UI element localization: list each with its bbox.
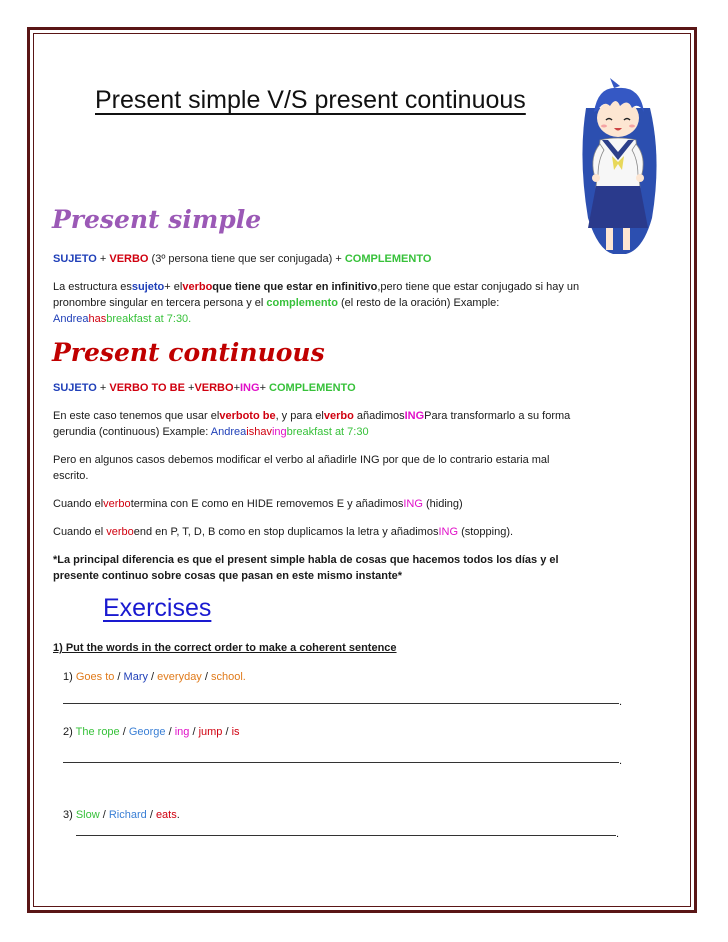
separator: /: [119, 726, 129, 738]
formula-ing: ING: [240, 382, 260, 394]
answer-line-3[interactable]: [76, 835, 616, 836]
formula-complemento: COMPLEMENTO: [269, 382, 356, 394]
present-simple-explanation-line1: [53, 279, 579, 295]
separator: /: [222, 726, 232, 738]
word-sujeto: sujeto: [131, 281, 165, 293]
text: ,pero tiene que estar conjugado si hay un: [377, 281, 580, 293]
word: jump: [198, 726, 223, 738]
separator: /: [146, 809, 156, 821]
word-verbo: verbo: [106, 526, 134, 538]
formula-plus: +: [96, 382, 110, 394]
formula-sujeto: SUJETO: [53, 253, 97, 265]
example-verb: has: [88, 313, 107, 325]
word-verbo: verbo: [103, 498, 131, 510]
separator: /: [99, 809, 109, 821]
text: pronombre singular en tercera persona y el: [53, 297, 267, 309]
word-complemento: complemento: [266, 297, 338, 309]
formula-complemento: COMPLEMENTO: [344, 253, 432, 265]
present-simple-formula: [53, 251, 431, 267]
word: The rope: [75, 726, 120, 738]
formula-plus: +: [233, 382, 240, 394]
present-continuous-formula: [53, 380, 356, 396]
text: (el resto de la oración) Example:: [337, 297, 500, 309]
example-ing: ing: [271, 426, 287, 438]
exercise-2: [63, 724, 240, 740]
answer-line-1[interactable]: [63, 703, 619, 704]
word-verbo: verbo: [323, 410, 354, 422]
separator: /: [201, 671, 211, 683]
page-title: Present simple V/S present continuous: [95, 86, 526, 114]
example-is: is: [246, 426, 255, 438]
present-continuous-p3: [53, 496, 463, 512]
word-verb-to-be: verboto be: [219, 410, 276, 422]
text: (hiding): [422, 498, 463, 510]
present-continuous-p2-line1: Pero en algunos casos debemos modificar el verbo al añadirle ING por que de lo contrario estaria mal: [53, 454, 550, 466]
separator: /: [189, 726, 199, 738]
word: Mary: [123, 671, 148, 683]
example-rest: breakfast at 7:30: [286, 426, 369, 438]
exercise-number: 3): [63, 809, 76, 821]
formula-plus: +: [96, 253, 110, 265]
present-simple-explanation-line2: [53, 295, 499, 311]
text: gerundia (continuous) Example:: [53, 426, 211, 438]
word: ing: [174, 726, 190, 738]
text-infinitivo: que tiene que estar en infinitivo: [212, 281, 378, 293]
present-simple-heading: Present simple: [52, 205, 262, 234]
text: + el: [164, 281, 183, 293]
text: Cuando el: [53, 526, 107, 538]
present-continuous-p2-line2: escrito.: [53, 470, 89, 482]
text: En este caso tenemos que usar el: [53, 410, 220, 422]
answer-line-end: .: [616, 828, 620, 840]
word-ing: ING: [403, 498, 423, 510]
formula-plus: +: [184, 382, 195, 394]
separator: /: [114, 671, 124, 683]
text: termina con E como en HIDE removemos E y añadimos: [130, 498, 404, 510]
formula-verbo: VERBO: [109, 253, 149, 265]
word-verbo: verbo: [182, 281, 213, 293]
word: eats: [155, 809, 177, 821]
present-continuous-p4: [53, 524, 513, 540]
text: end en P, T, D, B como en stop duplicamos la letra y añadimos: [133, 526, 439, 538]
note-line2: presente continuo sobre cosas que pasan en este mismo instante*: [53, 570, 403, 582]
present-continuous-heading: Present continuous: [52, 338, 325, 367]
exercise-number: 1): [63, 671, 76, 683]
text: , y para el: [275, 410, 324, 422]
example-rest: breakfast at 7:30.: [106, 313, 192, 325]
exercise-instruction: 1) Put the words in the correct order to make a coherent sentence: [53, 642, 397, 654]
exercise-number: 2): [63, 726, 76, 738]
word: everyday: [157, 671, 202, 683]
anime-girl-illustration: [568, 78, 668, 258]
period: .: [176, 809, 180, 821]
present-simple-example: [53, 311, 191, 327]
formula-verb-to-be: VERBO TO BE: [109, 382, 185, 394]
text: (stopping).: [458, 526, 514, 538]
answer-line-end: .: [619, 696, 623, 708]
present-continuous-p1-line1: [53, 408, 570, 424]
word-ing: ING: [404, 410, 425, 422]
note-line1: *La principal diferencia es que el present simple habla de cosas que hacemos todos los días y el: [53, 554, 559, 566]
text: añadimos: [353, 410, 405, 422]
word-ing: ING: [438, 526, 459, 538]
example-hav: hav: [254, 426, 272, 438]
formula-note: (3º persona tiene que ser conjugada) +: [148, 253, 345, 265]
word: Slow: [75, 809, 100, 821]
separator: /: [148, 671, 158, 683]
word: Richard: [108, 809, 147, 821]
word: George: [128, 726, 166, 738]
text: Para transformarlo a su forma: [424, 410, 571, 422]
example-subject: Andrea: [53, 313, 89, 325]
exercise-1: [63, 669, 246, 685]
text: La estructura es: [53, 281, 132, 293]
exercise-3: [63, 807, 180, 823]
example-subject: Andrea: [210, 426, 247, 438]
word: is: [231, 726, 240, 738]
answer-line-end: .: [619, 755, 623, 767]
word: school.: [210, 671, 246, 683]
answer-line-2[interactable]: [63, 762, 619, 763]
formula-plus: +: [259, 382, 270, 394]
text: Cuando el: [53, 498, 104, 510]
present-continuous-p1-line2: [53, 424, 369, 440]
formula-sujeto: SUJETO: [53, 382, 97, 394]
formula-verbo: VERBO: [194, 382, 234, 394]
exercises-heading: Exercises: [103, 594, 212, 622]
separator: /: [165, 726, 175, 738]
word: Goes to: [75, 671, 115, 683]
